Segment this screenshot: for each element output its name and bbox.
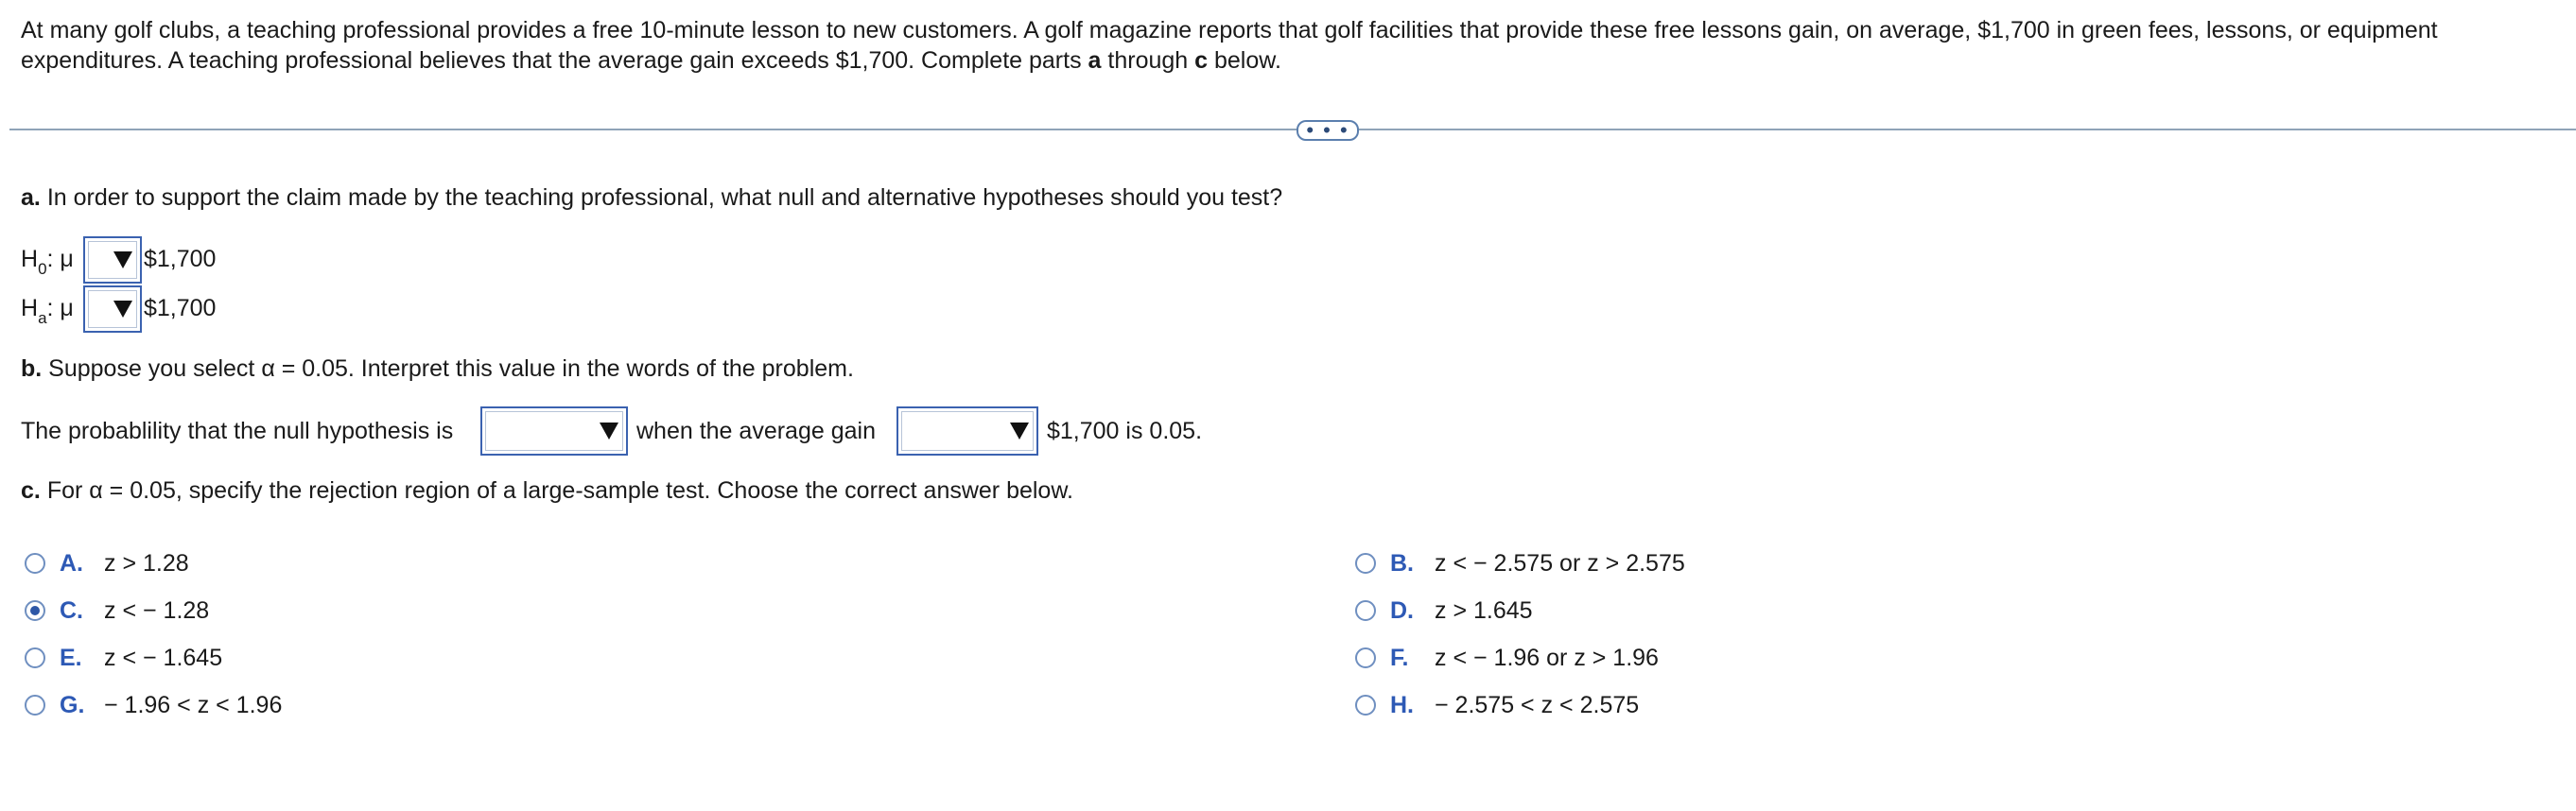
option-d-text: z > 1.645 — [1435, 597, 1533, 624]
option-f-radio[interactable] — [1355, 647, 1376, 668]
option-e-letter: E. — [60, 645, 82, 671]
below-word: below. — [1214, 47, 1281, 74]
option-g-text: − 1.96 < z < 1.96 — [104, 692, 283, 718]
ha-operator-dropdown[interactable] — [83, 285, 142, 333]
option-d-radio[interactable] — [1355, 600, 1376, 621]
option-g-radio[interactable] — [25, 695, 45, 716]
option-e-radio[interactable] — [25, 647, 45, 668]
option-f-letter: F. — [1390, 645, 1409, 671]
option-a-radio[interactable] — [25, 553, 45, 574]
problem-text: At many golf clubs, a teaching professional provides a free 10-minute lesson to new customers. A golf magazine reports that golf facilities that provide these free lessons gain, on average, $1,700 in green fees, lessons, or equipment expenditures. A teaching professional believes that the average gain exceeds $1,700. Complete parts — [21, 17, 2438, 74]
average-gain-operator-dropdown[interactable] — [896, 406, 1038, 456]
part-c-question — [21, 475, 1073, 506]
option-f-text: z < − 1.96 or z > 1.96 — [1435, 645, 1659, 671]
h0-subscript: 0 — [38, 260, 47, 278]
option-b-radio[interactable] — [1355, 553, 1376, 574]
part-c-ref: c — [1194, 47, 1209, 74]
chevron-down-icon — [1010, 423, 1029, 440]
alternative-hypothesis-label — [21, 293, 74, 326]
option-a-text: z > 1.28 — [104, 550, 189, 577]
problem-statement — [21, 15, 2565, 76]
option-c-radio[interactable] — [25, 600, 45, 621]
null-hypothesis-label — [21, 244, 74, 277]
option-h-text: − 2.575 < z < 2.575 — [1435, 692, 1640, 718]
part-b-sentence-mid: when the average gain — [636, 418, 876, 444]
ha-subscript: a — [38, 309, 47, 327]
option-h-letter: H. — [1390, 692, 1414, 718]
ha-value: $1,700 — [144, 295, 217, 321]
part-c-label: c. — [21, 477, 41, 504]
option-d-letter: D. — [1390, 597, 1414, 624]
part-c-question-text: For α = 0.05, specify the rejection region of a large-sample test. Choose the correct answer below. — [46, 477, 1073, 504]
option-a-letter: A. — [60, 550, 83, 577]
option-h-radio[interactable] — [1355, 695, 1376, 716]
h0-letter: H — [21, 246, 39, 272]
null-hypothesis-status-dropdown[interactable] — [480, 406, 628, 456]
h0-value: $1,700 — [144, 246, 217, 272]
ha-letter: H — [21, 295, 39, 321]
through-word: through — [1107, 47, 1189, 74]
part-a-question — [21, 182, 1282, 213]
h0-mu: : μ — [46, 246, 74, 272]
h0-operator-dropdown[interactable] — [83, 236, 142, 284]
part-a-label: a. — [21, 184, 41, 211]
part-a-question-text: In order to support the claim made by the teaching professional, what null and alternative hypotheses should you test? — [46, 184, 1283, 211]
option-c-letter: C. — [60, 597, 83, 624]
option-b-letter: B. — [1390, 550, 1414, 577]
ha-mu: : μ — [46, 295, 74, 321]
option-b-text: z < − 2.575 or z > 2.575 — [1435, 550, 1685, 577]
chevron-down-icon — [113, 301, 132, 318]
part-b-question — [21, 354, 854, 384]
option-g-letter: G. — [60, 692, 85, 718]
part-b-question-text: Suppose you select α = 0.05. Interpret this value in the words of the problem. — [48, 355, 854, 382]
chevron-down-icon — [600, 423, 618, 440]
part-b-sentence-end: $1,700 is 0.05. — [1047, 418, 1203, 444]
part-b-sentence-start: The probablility that the null hypothesis is — [21, 418, 454, 444]
part-a-ref: a — [1088, 47, 1102, 74]
section-divider — [9, 129, 2576, 130]
chevron-down-icon — [113, 251, 132, 268]
option-c-text: z < − 1.28 — [104, 597, 210, 624]
expand-more-button[interactable]: • • • — [1297, 120, 1359, 141]
part-b-label: b. — [21, 355, 43, 382]
option-e-text: z < − 1.645 — [104, 645, 223, 671]
